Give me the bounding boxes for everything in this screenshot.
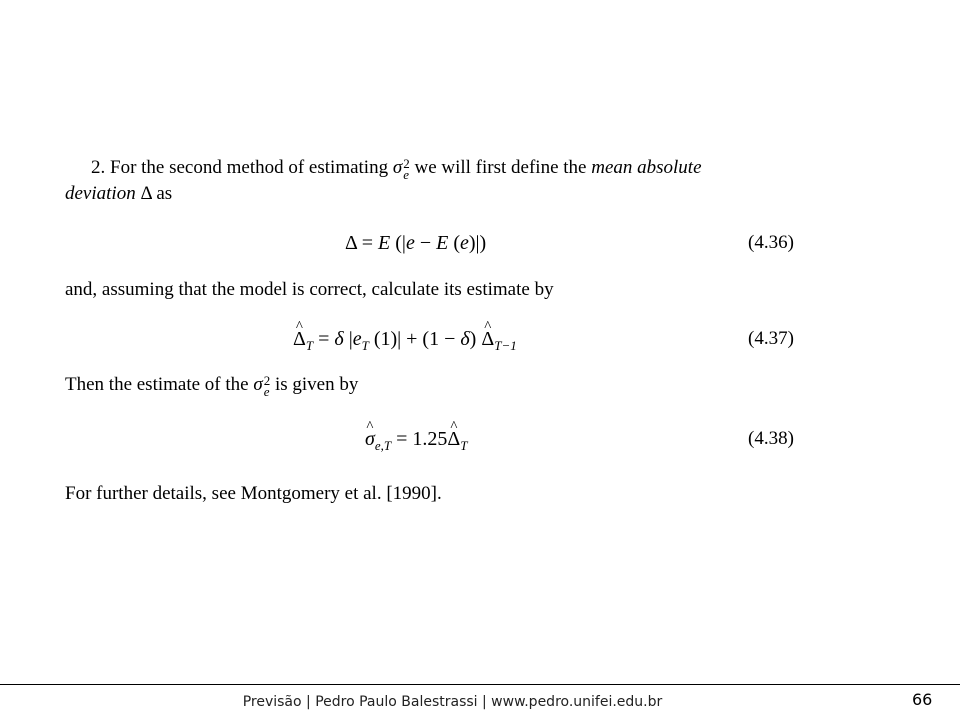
- eq1-E2: E: [436, 232, 449, 254]
- eq3-sub: e,T: [374, 438, 392, 453]
- eq3-sub-T: T: [460, 438, 468, 453]
- eq1-e2: e: [460, 232, 469, 254]
- sigma-sup: 2: [403, 156, 410, 171]
- equation-number-4-36: (4.36): [748, 232, 794, 253]
- sigma-scripts: [403, 158, 410, 180]
- estimate-text-after: is given by: [274, 374, 359, 395]
- sigma-sup-2: 2: [263, 373, 271, 388]
- equation-number-4-38: (4.38): [748, 428, 794, 449]
- eq2-sub-T: T: [305, 338, 314, 353]
- sigma-sub: e: [403, 167, 409, 182]
- eq1-close: )|): [468, 232, 487, 254]
- intro-text-after: we will first define the: [414, 157, 587, 178]
- equation-number-4-37: (4.37): [748, 328, 794, 349]
- eq2-delta-hat: ^ Δ: [293, 326, 306, 352]
- eq1-lhs: Δ =: [345, 232, 379, 254]
- eq1-e: e: [405, 232, 415, 254]
- sigma-symbol-2: σ: [253, 374, 263, 395]
- paragraph-intro-line1: [65, 155, 805, 181]
- paragraph-assumption: and, assuming that the model is correct, calculate its estimate by: [65, 279, 554, 300]
- paragraph-estimate: [65, 372, 805, 398]
- eq2-delta2-hat: ^ Δ: [481, 326, 494, 352]
- delta-symbol: Δ: [140, 183, 152, 204]
- eq2-paren-one: (1)| + (1 −: [368, 328, 461, 350]
- list-number: 2.: [91, 157, 106, 178]
- footer-text: Previsão | Pedro Paulo Balestrassi | www.pedro.unifei.edu.br: [242, 694, 663, 710]
- eq3-sigma-hat: ^ σ: [365, 426, 375, 452]
- eq1-E: E: [378, 232, 391, 254]
- equation-4-36: [345, 230, 486, 256]
- eq2-delta-small: δ: [334, 328, 344, 350]
- eq1-open: (|: [390, 232, 406, 254]
- eq3-equals: = 1.25: [391, 428, 448, 450]
- sigma-symbol: σ: [392, 157, 403, 178]
- eq2-abs-open: |: [343, 328, 353, 350]
- sigma-sub-2: e: [263, 384, 270, 399]
- eq1-minus: −: [414, 232, 437, 254]
- page-number: 66: [912, 690, 933, 709]
- equation-4-38: [365, 426, 468, 452]
- eq2-delta-small2: δ: [460, 328, 470, 350]
- eq3-delta-hat: ^ Δ: [447, 426, 460, 452]
- paragraph-intro: [65, 155, 805, 207]
- eq2-close: ): [469, 328, 482, 350]
- footer-divider: [0, 684, 960, 685]
- eq2-e-sub-T: T: [361, 338, 369, 353]
- intro-emphasis-part2: deviation: [65, 183, 136, 204]
- intro-text-end: as: [156, 183, 173, 204]
- paragraph-reference: For further details, see Montgomery et al. [1990].: [65, 483, 442, 504]
- paragraph-intro-line2: [65, 181, 805, 207]
- intro-emphasis-part1: mean absolute: [591, 157, 702, 178]
- eq2-e: e: [352, 328, 362, 350]
- estimate-text-before: Then the estimate of the: [65, 374, 249, 395]
- sigma-scripts-2: [264, 375, 271, 397]
- intro-text-before: For the second method of estimating: [110, 157, 389, 178]
- eq2-sub-T1: T−1: [494, 338, 517, 353]
- eq1-inner: (: [448, 232, 460, 254]
- equation-4-37: [293, 326, 517, 352]
- eq2-equals: =: [313, 328, 335, 350]
